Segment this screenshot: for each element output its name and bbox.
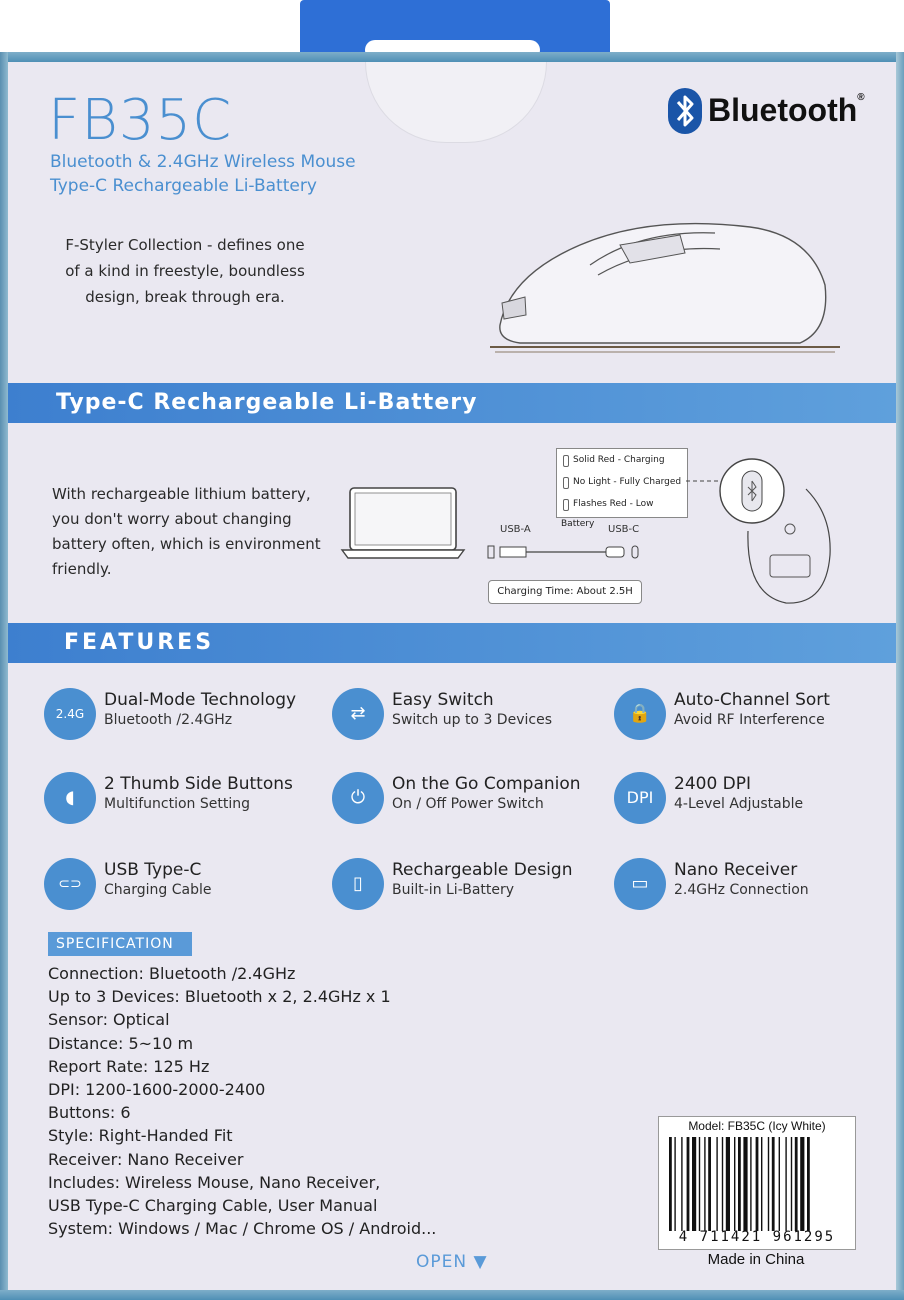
feature-subtitle: Built-in Li-Battery xyxy=(392,882,515,898)
power-switch-icon: ⏻ xyxy=(332,772,384,824)
feature-title: USB Type-C xyxy=(104,860,202,880)
spec-line: USB Type-C Charging Cable, User Manual xyxy=(48,1196,378,1216)
feature-title: 2 Thumb Side Buttons xyxy=(104,774,293,794)
led-dot-icon xyxy=(563,455,569,467)
easy-switch-icon: ⇄ xyxy=(332,688,384,740)
intro-line2: of a kind in freestyle, boundless xyxy=(65,262,305,280)
led-dot-icon xyxy=(563,499,569,511)
spec-line: Includes: Wireless Mouse, Nano Receiver, xyxy=(48,1172,381,1192)
barcode-bar xyxy=(772,1137,775,1231)
intro-line3: design, break through era. xyxy=(85,288,285,306)
barcode-bar xyxy=(716,1137,717,1231)
bluetooth-label: Bluetooth xyxy=(708,92,858,128)
barcode-bar xyxy=(674,1137,675,1231)
feature-easy-switch xyxy=(332,688,602,748)
box-edge-left xyxy=(0,52,8,1300)
led-state-full: No Light - Fully Charged xyxy=(561,472,685,492)
feature-title: On the Go Companion xyxy=(392,774,581,794)
feature-subtitle: Bluetooth /2.4GHz xyxy=(104,712,233,728)
side-buttons-icon: ◖ xyxy=(44,772,96,824)
barcode-bar xyxy=(738,1137,741,1231)
feature-title: Auto-Channel Sort xyxy=(674,690,830,710)
feature-rechargeable xyxy=(332,858,602,918)
barcode-bar xyxy=(681,1137,682,1231)
battery-line3: battery often, which is environment xyxy=(52,535,321,553)
dpi-icon: DPI xyxy=(614,772,666,824)
spec-line: DPI: 1200-1600-2000-2400 xyxy=(48,1080,266,1100)
spec-line: Style: Right-Handed Fit xyxy=(48,1126,233,1146)
lock-icon: 🔒 xyxy=(614,688,666,740)
spec-line: Buttons: 6 xyxy=(48,1103,131,1123)
dual-mode-icon: 2.4G xyxy=(44,688,96,740)
laptop-icon xyxy=(340,484,490,564)
barcode-bar xyxy=(708,1137,711,1231)
battery-line4: friendly. xyxy=(52,560,112,578)
bluetooth-wordmark: Bluetooth® xyxy=(708,92,865,128)
subtitle-line1: Bluetooth & 2.4GHz Wireless Mouse xyxy=(50,152,356,172)
nano-receiver-icon: ▭ xyxy=(614,858,666,910)
specification-heading: SPECIFICATION xyxy=(48,932,192,956)
battery-line2: you don't worry about changing xyxy=(52,510,292,528)
barcode-model: Model: FB35C (Icy White) xyxy=(688,1119,826,1133)
barcode-bar xyxy=(704,1137,705,1231)
battery-line1: With rechargeable lithium battery, xyxy=(52,485,311,503)
barcode-bars xyxy=(667,1137,847,1231)
barcode-bar xyxy=(750,1137,751,1231)
open-tab-label[interactable]: OPEN ▼ xyxy=(416,1252,488,1272)
feature-power-switch xyxy=(332,772,602,832)
mouse-bottom-illustration xyxy=(686,445,836,615)
spec-line: Distance: 5~10 m xyxy=(48,1033,194,1053)
barcode-bar xyxy=(800,1137,804,1231)
battery-section-band xyxy=(8,383,896,423)
barcode-bar xyxy=(687,1137,690,1231)
feature-title: Dual-Mode Technology xyxy=(104,690,297,710)
spec-line: Report Rate: 125 Hz xyxy=(48,1056,210,1076)
led-state-charging: Solid Red - Charging xyxy=(561,450,685,470)
feature-dpi xyxy=(614,772,884,832)
barcode-bar xyxy=(761,1137,762,1231)
barcode-bar xyxy=(779,1137,780,1231)
led-dot-icon xyxy=(563,477,569,489)
feature-subtitle: 2.4GHz Connection xyxy=(674,882,809,898)
feature-side-buttons xyxy=(44,772,314,832)
usb-c-icon: ⊂⊃ xyxy=(44,858,96,910)
barcode-bar xyxy=(722,1137,723,1231)
barcode-bar xyxy=(768,1137,769,1231)
mouse-illustration xyxy=(480,205,850,365)
barcode-bar xyxy=(699,1137,700,1231)
model-title: FB35C xyxy=(48,88,233,153)
barcode-bar xyxy=(795,1137,798,1231)
feature-subtitle: Avoid RF Interference xyxy=(674,712,825,728)
usb-a-label: USB-A xyxy=(500,524,531,535)
feature-subtitle: On / Off Power Switch xyxy=(392,796,544,812)
feature-nano-receiver xyxy=(614,858,884,918)
usb-c-label: USB-C xyxy=(608,524,640,535)
barcode-label xyxy=(658,1116,856,1250)
features-heading: FEATURES xyxy=(64,630,215,655)
features-section-band xyxy=(8,623,896,663)
barcode-bar xyxy=(743,1137,747,1231)
led-state-low: Flashes Red - Low Battery xyxy=(561,499,654,529)
feature-subtitle: 4-Level Adjustable xyxy=(674,796,804,812)
subtitle-line2: Type-C Rechargeable Li-Battery xyxy=(50,176,317,196)
spec-line: Connection: Bluetooth /2.4GHz xyxy=(48,964,296,983)
specification-list xyxy=(48,962,436,1240)
box-edge-top xyxy=(0,52,904,62)
feature-usb-c xyxy=(44,858,314,918)
made-in-label: Made in China xyxy=(707,1251,805,1268)
spec-line: Receiver: Nano Receiver xyxy=(48,1149,244,1169)
barcode-bar xyxy=(785,1137,786,1231)
spec-line: Up to 3 Devices: Bluetooth x 2, 2.4GHz x 1 xyxy=(48,987,391,1007)
led-status-box xyxy=(556,448,688,529)
feature-subtitle: Charging Cable xyxy=(104,882,212,898)
feature-title: Rechargeable Design xyxy=(392,860,573,880)
intro-line1: F-Styler Collection - defines one xyxy=(65,236,305,254)
spec-line: Sensor: Optical xyxy=(48,1010,170,1030)
feature-subtitle: Switch up to 3 Devices xyxy=(392,712,552,728)
feature-title: Easy Switch xyxy=(392,690,494,710)
barcode-bar xyxy=(734,1137,735,1231)
barcode-bar xyxy=(692,1137,696,1231)
spec-line: System: Windows / Mac / Chrome OS / Android... xyxy=(48,1219,437,1239)
barcode-bar xyxy=(669,1137,672,1231)
barcode-bar xyxy=(756,1137,759,1231)
box-edge-bottom xyxy=(0,1290,904,1300)
barcode-bar xyxy=(807,1137,810,1231)
usb-cable-icon xyxy=(486,540,646,564)
feature-title: 2400 DPI xyxy=(674,774,752,794)
barcode-digits: 4 711421 961295 xyxy=(678,1229,836,1245)
barcode-bar xyxy=(726,1137,730,1231)
battery-section-heading: Type-C Rechargeable Li-Battery xyxy=(56,390,478,415)
feature-dual-mode xyxy=(44,688,314,748)
charging-time-label: Charging Time: About 2.5H xyxy=(488,580,642,604)
feature-title: Nano Receiver xyxy=(674,860,798,880)
battery-icon: ▯ xyxy=(332,858,384,910)
intro-text xyxy=(50,232,320,310)
feature-subtitle: Multifunction Setting xyxy=(104,796,250,812)
bluetooth-icon xyxy=(668,88,702,134)
barcode-bar xyxy=(791,1137,792,1231)
feature-auto-channel xyxy=(614,688,884,748)
box-edge-right xyxy=(896,52,904,1300)
battery-description xyxy=(52,482,342,582)
